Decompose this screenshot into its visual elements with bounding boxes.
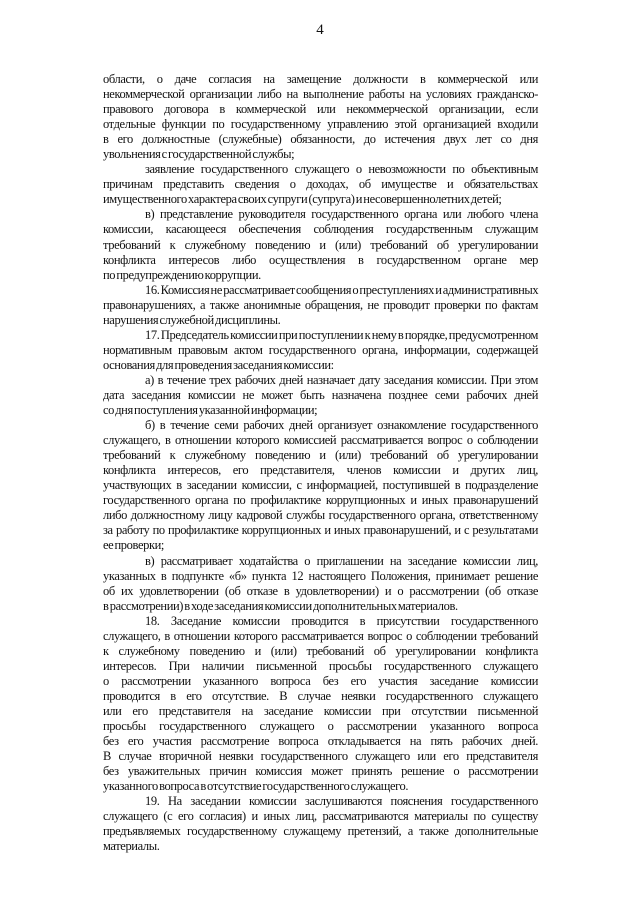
document-body xyxy=(103,72,538,854)
text-line: участвующих в заседании комиссии, с информацией, поступившей в подразделение xyxy=(103,478,538,493)
paragraph xyxy=(103,72,538,162)
text-line: об их удовлетворении (об отказе в удовлетворении) и о рассмотрении (об отказе xyxy=(103,583,538,598)
text-line: без его участия рассмотрение вопроса откладывается на пять рабочих дней. xyxy=(103,734,538,749)
paragraph xyxy=(103,794,538,854)
text-line: в) рассматривает ходатайства о приглашении на заседание комиссии лиц, xyxy=(145,553,538,568)
text-line: либо должностному лицу кадровой службы государственного органа, ответственному xyxy=(103,508,538,523)
text-line: конфликта интересов, его представителя, членов комиссии и других лиц, xyxy=(103,463,538,478)
text-line: 18. Заседание комиссии проводится в присутствии государственного xyxy=(145,613,538,628)
paragraph xyxy=(103,162,538,207)
text-line: нормативным правовым актом государственного органа, информации, содержащей xyxy=(103,342,538,357)
text-line: в его должностные (служебные) обязанности, до истечения двух лет со дня xyxy=(103,132,538,147)
text-line: правового договора в коммерческой или некоммерческой организации, если xyxy=(103,102,538,117)
text-line: В случае вторичной неявки государственного служащего или его представителя xyxy=(103,749,538,764)
text-line: 17. Председатель комиссии при поступлении к нему в порядке, предусмотренном xyxy=(145,327,538,342)
text-line: просьбы государственного служащего о рассмотрении указанного вопроса xyxy=(103,719,538,734)
text-line: служащего, в отношении которого комиссией рассматривается вопрос о соблюдении xyxy=(103,433,538,448)
text-line: указанных в подпункте «б» пункта 12 настоящего Положения, принимает решение xyxy=(103,568,538,583)
text-line: интересов. При наличии письменной просьбы государственного служащего xyxy=(103,658,538,673)
text-line: а) в течение трех рабочих дней назначает дату заседания комиссии. При этом xyxy=(145,372,538,387)
text-line: 16. Комиссия не рассматривает сообщения о преступлениях и административных xyxy=(145,282,539,297)
text-line: нарушения служебной дисциплины. xyxy=(103,312,281,327)
text-line: комиссии, касающееся обеспечения соблюдения государственным служащим xyxy=(103,222,538,237)
paragraph xyxy=(103,418,538,553)
text-line: отдельные функции по государственному управлению этой организацией входили xyxy=(103,117,538,132)
text-line: проводится в его отсутствие. В случае неявки государственного служащего xyxy=(103,688,538,703)
text-line: б) в течение семи рабочих дней организует ознакомление государственного xyxy=(145,418,538,433)
text-line: служащего (с его согласия) и иных лиц, рассматриваются материалы по существу xyxy=(103,809,538,824)
paragraph xyxy=(103,373,538,418)
text-line: к служебному поведению и (или) требований об урегулировании конфликта xyxy=(103,643,538,658)
text-line: основания для проведения заседания комиссии: xyxy=(103,357,334,372)
paragraph xyxy=(103,554,538,614)
paragraph xyxy=(103,614,538,795)
text-line: конфликта интересов либо осуществления в государственном органе мер xyxy=(103,252,538,267)
text-line: имущественного характера своих супруги (супруга) и несовершеннолетних детей; xyxy=(103,192,502,207)
text-line: увольнения с государственной службы; xyxy=(103,147,295,162)
text-line: государственного органа по профилактике коррупционных и иных правонарушений xyxy=(103,493,538,508)
text-line: причинам представить сведения о доходах, об имуществе и обязательствах xyxy=(103,177,538,192)
paragraph xyxy=(103,207,538,282)
text-line: ее проверки; xyxy=(103,538,164,553)
text-line: заявление государственного служащего о невозможности по объективным xyxy=(145,162,538,177)
paragraph xyxy=(103,283,538,328)
paragraph xyxy=(103,328,538,373)
text-line: или его представителя на заседание комиссии при отсутствии письменной xyxy=(103,703,538,718)
text-line: дата заседания комиссии не может быть назначена позднее семи рабочих дней xyxy=(103,387,538,402)
text-line: указанного вопроса в отсутствие государственного служащего. xyxy=(103,779,409,794)
text-line: предъявляемых государственному служащему претензий, а также дополнительные xyxy=(103,824,538,839)
text-line: по предупреждению коррупции. xyxy=(103,267,261,282)
text-line: некоммерческой организации либо на выполнение работы на условиях гражданско- xyxy=(103,87,538,102)
page-number: 4 xyxy=(316,22,324,38)
text-line: служащего, в отношении которого рассматривается вопрос о соблюдении требований xyxy=(103,628,538,643)
text-line: без уважительных причин комиссия может принять решение о рассмотрении xyxy=(103,764,538,779)
text-line: о рассмотрении указанного вопроса без его участия заседание комиссии xyxy=(103,673,538,688)
text-line: требований к служебному поведению и (или) требований об урегулировании xyxy=(103,448,538,463)
text-line: в рассмотрении) в ходе заседания комиссии дополнительных материалов. xyxy=(103,598,458,613)
text-line: в) представление руководителя государственного органа или любого члена xyxy=(145,207,538,222)
text-line: правонарушениях, а также анонимные обращения, не проводит проверки по фактам xyxy=(103,297,538,312)
text-line: 19. На заседании комиссии заслушиваются пояснения государственного xyxy=(145,794,538,809)
text-line: требований к служебному поведению и (или) требований об урегулировании xyxy=(103,237,538,252)
text-line: со дня поступления указанной информации; xyxy=(103,403,318,418)
text-line: области, о даче согласия на замещение должности в коммерческой или xyxy=(103,72,538,86)
text-line: материалы. xyxy=(103,839,160,854)
text-line: за работу по профилактике коррупционных и иных правонарушений, и с результатами xyxy=(103,523,538,538)
